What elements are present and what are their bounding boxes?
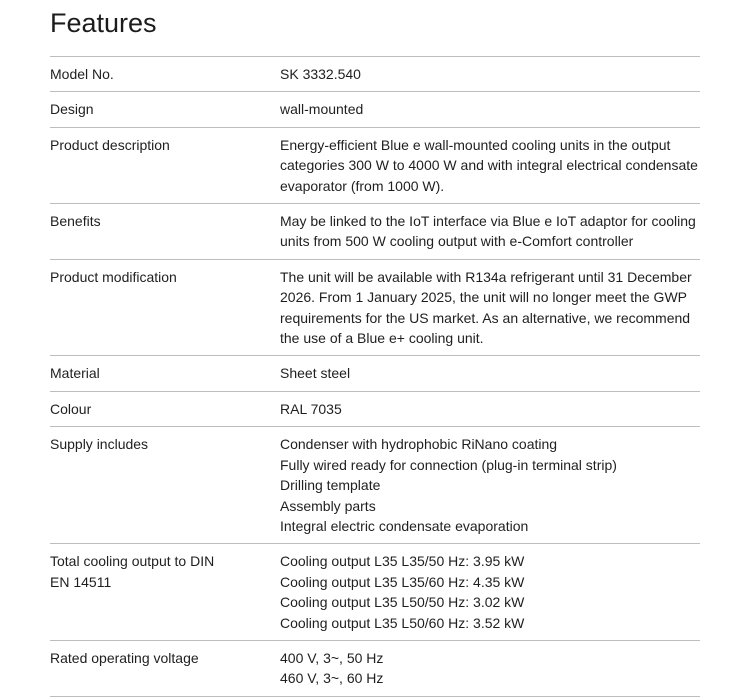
table-row-product-modification	[50, 260, 700, 357]
table-row-product-description	[50, 128, 700, 204]
table-row-design	[50, 92, 700, 127]
row-value	[280, 648, 700, 689]
row-value-line: Sheet steel	[280, 365, 351, 382]
row-value-line: The unit will be available with R134a refrigerant until 31 December 2026. From 1 January 2025, the unit will no longer meet the GWP requirements for the US market. As an alternative, we recommend the use of a Blue e+ cooling unit.	[280, 268, 692, 347]
table-row-benefits	[50, 204, 700, 260]
table-row-supply-includes	[50, 427, 700, 544]
table-row-model-no	[50, 57, 700, 92]
row-value-line: Cooling output L35 L50/50 Hz: 3.02 kW	[280, 594, 525, 611]
row-value-line: Drilling template	[280, 477, 381, 494]
row-value-line: Cooling output L35 L35/50 Hz: 3.95 kW	[280, 553, 525, 570]
row-value	[280, 363, 700, 383]
table-row-total-cooling-output	[50, 544, 700, 641]
section-title: Features	[50, 8, 157, 38]
row-label: Colour	[50, 400, 92, 417]
row-value-line: Cooling output L35 L35/60 Hz: 4.35 kW	[280, 573, 525, 590]
features-table	[50, 56, 700, 697]
row-label: Product description	[50, 136, 170, 153]
row-label: Material	[50, 365, 100, 382]
row-value-line: 460 V, 3~, 60 Hz	[280, 670, 384, 687]
row-label: Total cooling output to DIN EN 14511	[50, 553, 215, 590]
row-label: Design	[50, 101, 94, 118]
row-value	[280, 64, 700, 84]
row-value-line: wall-mounted	[280, 101, 364, 118]
row-value	[280, 551, 700, 633]
row-value-line: May be linked to the IoT interface via Blue e IoT adaptor for cooling units from 500 W cooling output with e-Comfort controller	[280, 213, 696, 250]
row-label: Product modification	[50, 268, 177, 285]
row-value-line: Integral electric condensate evaporation	[280, 517, 529, 534]
row-label: Benefits	[50, 213, 101, 230]
row-value	[280, 135, 700, 196]
row-value-line: Condenser with hydrophobic RiNano coating	[280, 436, 558, 453]
row-value	[280, 211, 700, 252]
row-value-line: Energy-efficient Blue e wall-mounted cooling units in the output categories 300 W to 4000 W and with integral electrical condensate evaporator (from 1000 W).	[280, 136, 698, 194]
row-label: Supply includes	[50, 436, 149, 453]
row-label: Model No.	[50, 66, 114, 82]
row-value-line: Cooling output L35 L50/60 Hz: 3.52 kW	[280, 614, 525, 631]
table-row-material	[50, 356, 700, 391]
row-value-line: RAL 7035	[280, 400, 342, 417]
row-value	[280, 434, 700, 536]
row-value	[280, 99, 700, 119]
row-value-line: Assembly parts	[280, 497, 376, 514]
row-value	[280, 267, 700, 349]
row-value	[280, 399, 700, 419]
row-value-line: SK 3332.540	[280, 66, 361, 82]
row-value-line: 400 V, 3~, 50 Hz	[280, 649, 384, 666]
row-label: Rated operating voltage	[50, 649, 199, 666]
table-row-colour	[50, 392, 700, 427]
row-value-line: Fully wired ready for connection (plug-in terminal strip)	[280, 456, 617, 473]
